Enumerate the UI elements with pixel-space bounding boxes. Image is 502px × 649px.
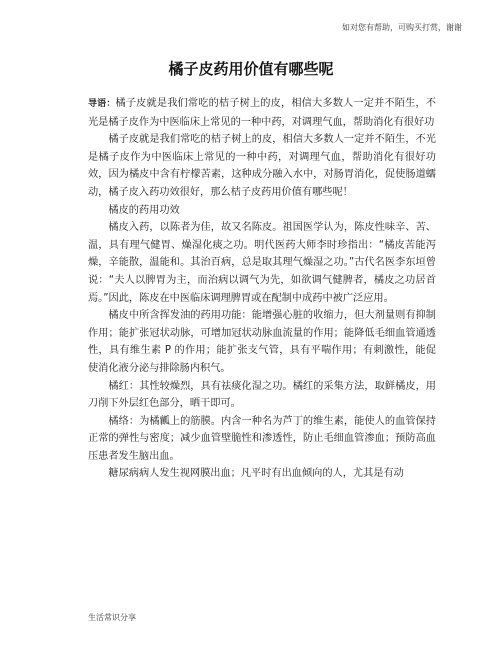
header-note: 如对您有帮助，可购买打赏，谢谢 xyxy=(342,23,462,32)
footer-text: 生活常识分享 xyxy=(88,613,136,622)
article-body xyxy=(88,95,436,483)
paragraph: 橘红：其性较燥烈，具有祛痰化湿之功。橘红的采集方法，取鲜橘皮，用刀削下外层红色部分，晒干即可。 xyxy=(88,380,436,410)
paragraph: 橘子皮就是我们常吃的桔子树上的皮，相信大多数人一定并不陌生，不光是橘子皮作为中医临床上常见的一种中药，对调理气血，帮助消化有很好功效，因为橘皮中含有柠檬苦素，这种成分融入水中，对肠胃消化，促使肠道蠕动，橘子皮入药功效很好，那么桔子皮药用价值有哪些呢！ xyxy=(88,134,436,198)
page-title: 橘子皮药用价值有哪些呢 xyxy=(168,60,334,78)
lead-text: 橘子皮就是我们常吃的桔子树上的皮，相信大多数人一定并不陌生，不光是橘子皮作为中医临床上常见的一种中药，对调理气血，帮助消化有很好功 xyxy=(88,98,436,128)
lead-paragraph xyxy=(88,95,436,131)
section-heading: 橘皮的药用功效 xyxy=(108,204,180,216)
lead-label: 导语： xyxy=(88,99,116,109)
paragraph: 橘络：为橘瓤上的筋膜。内含一种名为芦丁的维生素，能使人的血管保持正常的弹性与密度；减少血管壁脆性和渗透性，防止毛细血管渗血；预防高血压患者发生脑出血。 xyxy=(88,415,436,462)
paragraph: 橘皮入药，以陈者为佳，故又名陈皮。祖国医学认为，陈皮性味辛、苦、温，具有理气健胃、燥湿化痰之功。明代医药大师李时珍指出：“橘皮苦能泻燥，辛能散，温能和。其治百病，总是取其理气燥湿之功。”古代名医李东垣曾说：“夫人以脾胃为主，而治病以调气为先，如欲调气健脾者，橘皮之功居首焉。”因此，陈皮在中医临床调理脾胃或在配制中成药中被广泛应用。 xyxy=(88,222,436,304)
paragraph: 糖尿病病人发生视网膜出血；凡平时有出血倾向的人，尤其是有动 xyxy=(108,468,404,480)
paragraph: 橘皮中所含挥发油的药用功能：能增强心脏的收缩力，但大剂量则有抑制作用；能扩张冠状动脉，可增加冠状动脉血流量的作用；能降低毛细血管通透性，具有维生素 P 的作用；能扩张支气管，具有平喘作用；有刺激性，能促使消化液分泌与排除肠内积气。 xyxy=(88,310,436,374)
